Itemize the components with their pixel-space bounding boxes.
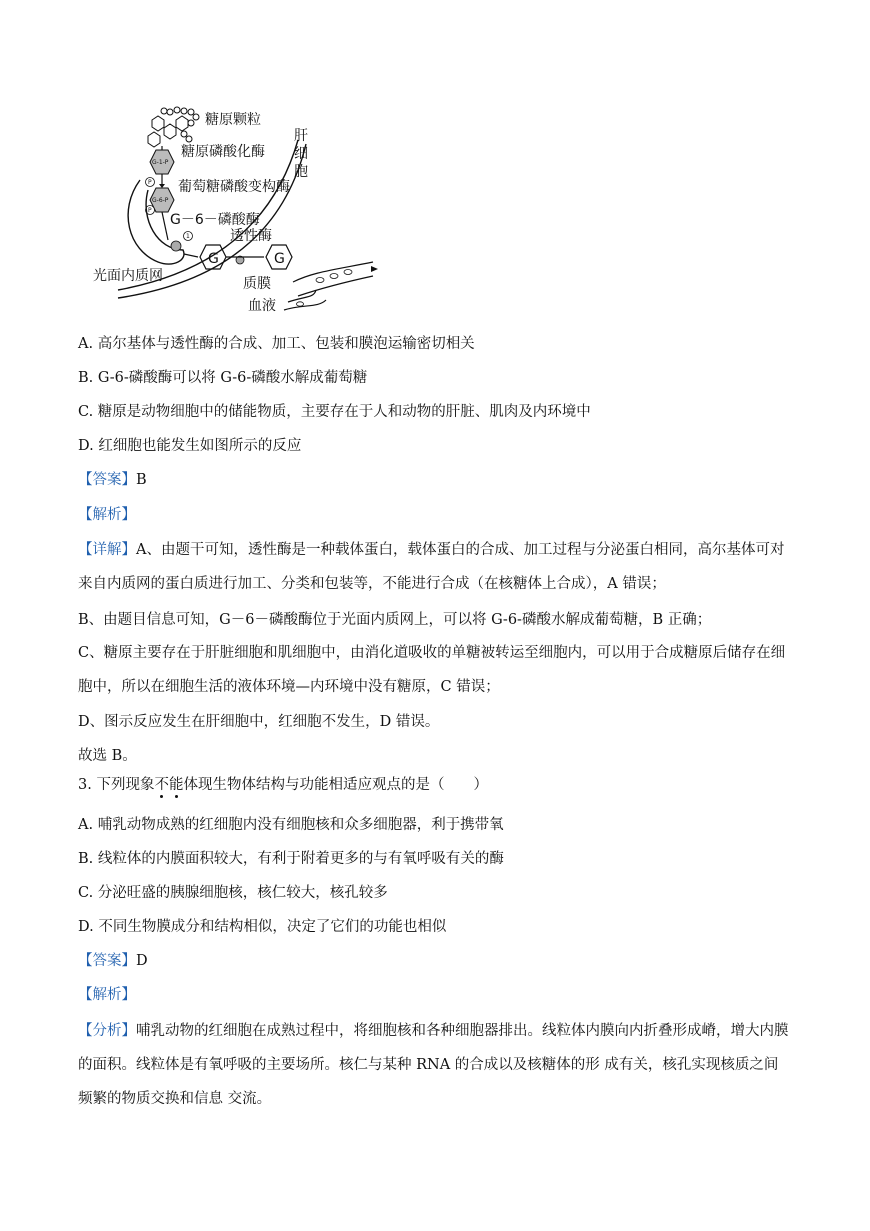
q2-answer-value: B (136, 472, 147, 488)
q3-option-b: B. 线粒体的内膜面积较大，有利于附着更多的与有氧呼吸有关的酶 (78, 851, 504, 867)
q3-stem-not-1: 不 (154, 777, 169, 793)
glycogen-granule-label: 糖原颗粒 (205, 112, 261, 128)
mutase-label: 葡萄糖磷酸变构酶 (178, 179, 290, 195)
q3-stem-not-2: 能 (168, 777, 184, 793)
q2-detail-c: C、糖原主要存在于肝脏细胞和肌细胞中，由消化道吸收的单糖被转运至细胞内，可以用于合成糖原后储存在细胞中，所以在细胞生活的液体环境—内环境中没有糖原，C 错误； (78, 645, 786, 695)
q3-answer-tag: 【答案】 (78, 953, 136, 969)
q3-analysis (78, 1014, 790, 1116)
q2-analysis-tag: 【解析】 (78, 507, 136, 523)
q2-conclusion: 故选 B。 (78, 748, 137, 764)
blood-label: 血液 (248, 298, 276, 314)
q2-option-b: B. G-6-磷酸酶可以将 G-6-磷酸水解成葡萄糖 (78, 370, 368, 386)
glucose-inside-label: G (208, 251, 219, 267)
q2-option-c: C. 糖原是动物细胞中的储能物质，主要存在于人和动物的肝脏、肌肉及内环境中 (78, 404, 591, 420)
q2-detail-a (78, 533, 790, 601)
q3-analysis-sub-tag: 【分析】 (78, 1023, 136, 1039)
q2-option-a: A. 高尔基体与透性酶的合成、加工、包装和膜泡运输密切相关 (78, 336, 475, 352)
glycogen-granule-icon (148, 107, 199, 147)
g1p-label: G-1-P (152, 159, 169, 166)
q3-option-a: A. 哺乳动物成熟的红细胞内没有细胞核和众多细胞器，利于携带氧 (78, 817, 504, 833)
phosphate-label-1: P (148, 179, 152, 186)
q3-option-c: C. 分泌旺盛的胰腺细胞核，核仁较大，核孔较多 (78, 885, 388, 901)
smooth-er-label: 光面内质网 (93, 268, 163, 284)
permease-label: 透性酶 (230, 228, 272, 244)
q3-stem-suffix: 体现生物体结构与功能相适应观点的是（ ） (183, 777, 488, 793)
q3-option-d: D. 不同生物膜成分和结构相似，决定了它们的功能也相似 (78, 919, 447, 935)
q3-analysis-tag: 【解析】 (78, 987, 136, 1003)
q2-detail-tag: 【详解】 (78, 542, 136, 558)
q2-detail-b: B、由题目信息可知，G－6－磷酸酶位于光面内质网上，可以将 G-6-磷酸水解成葡萄糖，B 正确； (78, 612, 712, 628)
q3-answer-value: D (136, 953, 148, 969)
q2-detail-d: D、图示反应发生在肝细胞中，红细胞不发生，D 错误。 (78, 714, 440, 730)
q2-answer (78, 470, 798, 490)
liver-cell-label-2: 细 (294, 146, 308, 162)
liver-cell-label-3: 胞 (294, 164, 308, 180)
g6p-label: G-6-P (152, 197, 169, 204)
q2-answer-tag: 【答案】 (78, 472, 136, 488)
liver-cell-label-1: 肝 (294, 128, 308, 144)
g6pase-label: G－6－磷酸酶 (170, 212, 260, 228)
glycogen-breakdown-diagram (88, 100, 388, 322)
q3-stem-prefix: 3. 下列现象 (78, 777, 155, 793)
q3-stem (78, 775, 798, 795)
glucose-outside-label: G (274, 251, 285, 267)
circle-one-label: 1 (186, 233, 190, 240)
phosphate-label-2: P (148, 207, 152, 214)
plasma-membrane-label: 质膜 (243, 276, 271, 292)
q3-analysis-text: 哺乳动物的红细胞在成熟过程中，将细胞核和各种细胞器排出。线粒体内膜向内折叠形成嵴，增大内膜的面积。线粒体是有氧呼吸的主要场所。核仁与某种 RNA 的合成以及核糖体的形 成有关，核孔实现核质之间频繁的物质交换和信息 交流。 (78, 1023, 789, 1107)
phosphorylase-label: 糖原磷酸化酶 (181, 144, 265, 160)
q2-detail-a-text: A、由题干可知，透性酶是一种载体蛋白，载体蛋白的合成、加工过程与分泌蛋白相同，高尔基体可对来自内质网的蛋白质进行加工、分类和包装等，不能进行合成（在核糖体上合成），A 错误； (78, 542, 785, 592)
q3-answer (78, 951, 798, 971)
q2-option-d: D. 红细胞也能发生如图所示的反应 (78, 438, 302, 454)
